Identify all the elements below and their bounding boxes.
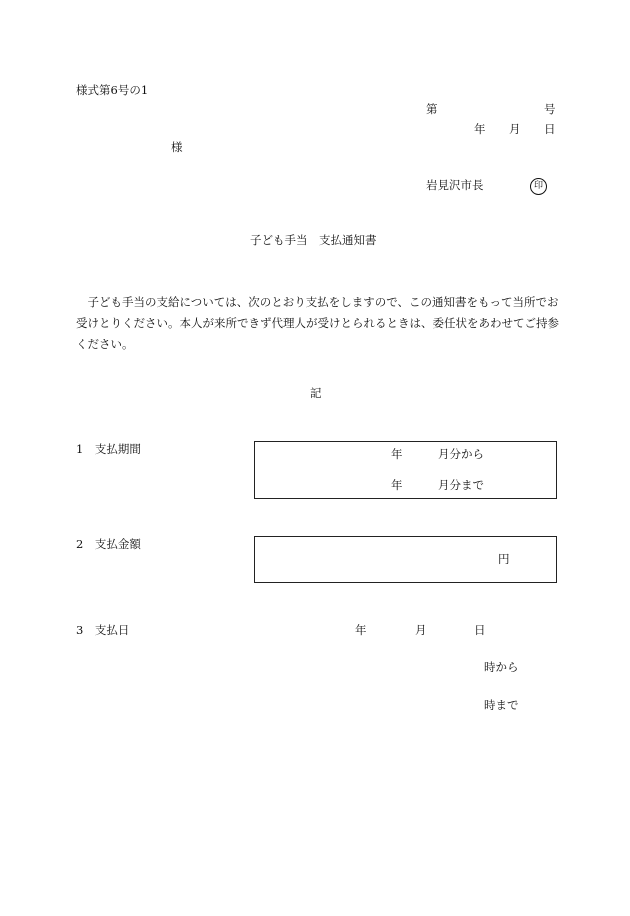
form-number: 様式第6号の1 — [76, 83, 149, 97]
document-title: 子ども手当 支払通知書 — [250, 233, 377, 247]
amount-unit: 円 — [498, 552, 510, 566]
payday-time-to: 時まで — [484, 698, 519, 712]
date-day: 日 — [544, 122, 556, 136]
period-from-month: 月分から — [438, 447, 484, 461]
doc-number-prefix: 第 — [426, 102, 438, 116]
period-to-month: 月分まで — [438, 478, 484, 492]
payday-day: 日 — [474, 623, 486, 637]
issuer-name: 岩見沢市長 — [426, 178, 484, 192]
payday-label: 3 支払日 — [76, 623, 130, 637]
payday-year: 年 — [355, 623, 367, 637]
date-month: 月 — [509, 122, 521, 136]
amount-box — [254, 536, 557, 583]
doc-number-suffix: 号 — [544, 102, 556, 116]
date-year: 年 — [474, 122, 486, 136]
ki-heading: 記 — [310, 386, 322, 400]
period-label: 1 支払期間 — [76, 442, 141, 456]
body-paragraph: 子ども手当の支給については、次のとおり支払をしますので、この通知書をもって当所でお受けとりください。本人が来所できず代理人が受けとられるときは、委任状をあわせてご持参ください。 — [76, 295, 559, 351]
addressee-suffix: 様 — [171, 140, 183, 154]
payday-month: 月 — [415, 623, 427, 637]
period-from-year: 年 — [391, 447, 403, 461]
amount-label: 2 支払金額 — [76, 537, 141, 551]
period-to-year: 年 — [391, 478, 403, 492]
payday-time-from: 時から — [484, 660, 519, 674]
seal-mark: 印 — [530, 178, 547, 195]
period-box — [254, 441, 557, 499]
